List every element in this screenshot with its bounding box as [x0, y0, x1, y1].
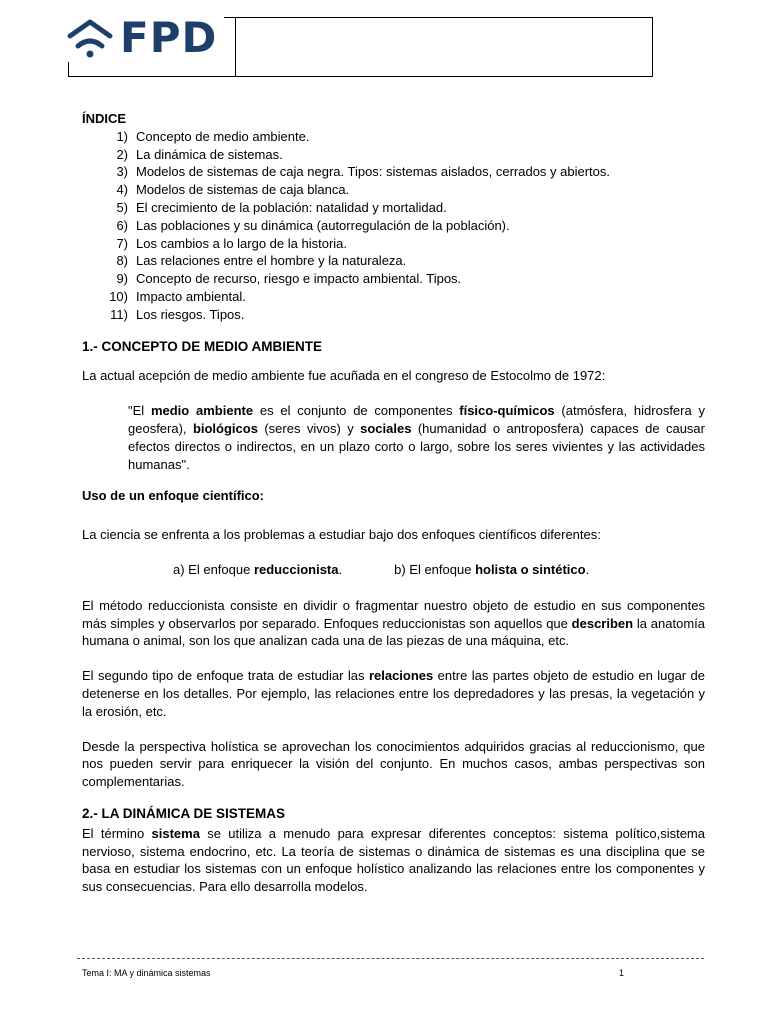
page-number: 1	[619, 968, 625, 978]
quote-text: (atmósfera, hidrosfera y geosfera),	[128, 403, 706, 436]
index-item	[104, 199, 705, 217]
section-2-title: 2.- LA DINÁMICA DE SISTEMAS	[82, 805, 286, 821]
index-item-text: El crecimiento de la población: natalidad y mortalidad.	[136, 199, 447, 215]
quote-text: (humanidad o antroposfera) capaces de causar efectos directos o indirectos, en un plazo corto o largo, sobre los seres vivientes y las actividades humanas".	[128, 420, 705, 472]
reductionist-paragraph	[82, 597, 705, 650]
index-item-text: Modelos de sistemas de caja negra. Tipos: sistemas aislados, cerrados y abiertos.	[136, 164, 611, 180]
scientific-approach-heading: Uso de un enfoque científico:	[82, 488, 265, 504]
index-item-text: Impacto ambiental.	[136, 288, 246, 304]
quote-text: "El	[128, 403, 151, 419]
footer-divider	[77, 958, 704, 959]
quote-text: (seres vivos) y	[257, 420, 361, 436]
quote-text: es el conjunto de componentes	[253, 403, 460, 419]
index-item-text: Concepto de recurso, riesgo e impacto ambiental. Tipos.	[136, 271, 462, 287]
approach-text: b) El enfoque	[394, 561, 476, 577]
index-item	[104, 217, 705, 235]
index-item-number: 7)	[116, 235, 128, 251]
index-item	[104, 128, 705, 146]
science-intro: La ciencia se enfrenta a los problemas a estudiar bajo dos enfoques científicos diferentes:	[82, 527, 601, 543]
approach-text: a) El enfoque	[173, 561, 254, 577]
paragraph-text: entre las partes objeto de estudio en lugar de detenerse en los detalles. Por ejemplo, las relaciones entre los depredadores y las presas, la vegetación y la erosión, etc.	[82, 668, 706, 719]
index-item-number: 4)	[116, 182, 128, 198]
header-divider	[235, 18, 236, 76]
paragraph-text: El término	[82, 825, 152, 841]
approach-bold: reduccionista	[253, 561, 339, 577]
quote-bold: biológicos	[192, 420, 258, 436]
paragraph-bold: describen	[571, 615, 634, 631]
index-item-number: 1)	[116, 128, 128, 144]
document-body	[82, 110, 705, 896]
paragraph-text: se utiliza a menudo para expresar diferentes conceptos: sistema político,sistema nervioso, sistema endocrino, etc. La teoría de sistemas o dinámica de sistemas es una disciplina que se basa en estudiar los sistemas con un enfoque holístico analizando las relaciones entre los componentes y sus consecuencias. Para ello desarrolla modelos.	[82, 825, 705, 895]
approach-a	[173, 561, 342, 579]
logo-text: FPD	[120, 13, 218, 62]
index-list	[82, 128, 705, 324]
section-1-title: 1.- CONCEPTO DE MEDIO AMBIENTE	[82, 338, 323, 354]
approach-text: .	[585, 561, 590, 577]
index-item	[104, 163, 705, 181]
index-item-text: La dinámica de sistemas.	[136, 146, 283, 162]
index-item-text: Los cambios a lo largo de la historia.	[136, 235, 348, 251]
index-item	[104, 252, 705, 270]
index-item-number: 8)	[116, 253, 128, 269]
paragraph-text: la anatomía humana o animal, son los que analizan cada una de las piezas de una máquina, etc.	[82, 615, 705, 649]
section-1-intro: La actual acepción de medio ambiente fue acuñada en el congreso de Estocolmo de 1972:	[82, 368, 606, 384]
index-item	[104, 288, 705, 306]
approach-b	[394, 561, 589, 579]
approaches-row	[82, 561, 705, 579]
index-item	[104, 270, 705, 288]
index-item-number: 5)	[116, 199, 128, 215]
definition-quote	[128, 402, 705, 473]
index-item	[104, 235, 705, 253]
index-item-text: Las relaciones entre el hombre y la naturaleza.	[136, 253, 407, 269]
systems-paragraph	[82, 825, 705, 896]
index-item-number: 10)	[109, 288, 128, 304]
index-item-number: 3)	[116, 164, 128, 180]
paragraph-bold: sistema	[151, 825, 200, 841]
approach-bold: holista o sintético	[475, 561, 586, 577]
index-item-text: Los riesgos. Tipos.	[136, 306, 245, 322]
index-item-number: 6)	[116, 217, 128, 233]
wifi-house-icon	[66, 16, 116, 60]
logo	[66, 14, 224, 62]
quote-bold: sociales	[360, 420, 412, 436]
quote-bold: físico-químicos	[459, 403, 555, 419]
paragraph-text: El método reduccionista consiste en dividir o fragmentar nuestro objeto de estudio en sus componentes más simples y observarlos por separado. Enfoques reduccionistas son aquellos que	[82, 597, 705, 631]
index-item	[104, 181, 705, 199]
index-title: ÍNDICE	[82, 111, 127, 126]
paragraph-bold: relaciones	[368, 668, 434, 684]
index-item-number: 9)	[116, 271, 128, 287]
index-item	[104, 146, 705, 164]
index-item-number: 11)	[110, 306, 128, 322]
index-item-text: Las poblaciones y su dinámica (autorregulación de la población).	[136, 217, 510, 233]
index-item-number: 2)	[116, 146, 128, 162]
approach-text: .	[338, 561, 343, 577]
paragraph-text: El segundo tipo de enfoque trata de estudiar las	[82, 668, 369, 684]
quote-bold: medio ambiente	[150, 403, 254, 419]
index-item-text: Concepto de medio ambiente.	[136, 128, 310, 144]
footer-title: Tema I: MA y dinámica sistemas	[82, 968, 211, 978]
perspective-paragraph: Desde la perspectiva holística se aprovechan los conocimientos adquiridos gracias al reduccionismo, que nos pueden servir para enriquecer la visión del conjunto. En muchos casos, ambas perspectivas son complementarias.	[82, 738, 705, 790]
index-item-text: Modelos de sistemas de caja blanca.	[136, 182, 350, 198]
holistic-paragraph	[82, 667, 705, 720]
index-item	[104, 306, 705, 324]
